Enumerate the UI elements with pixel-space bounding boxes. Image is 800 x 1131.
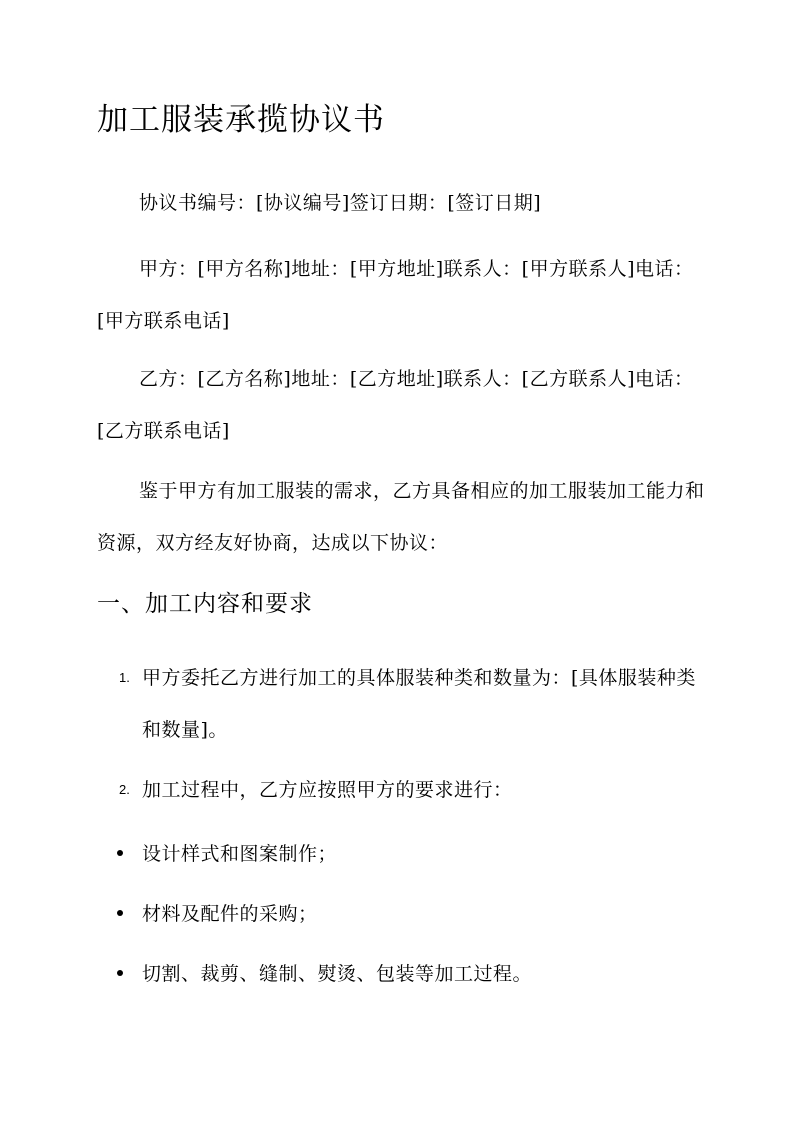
- section-heading: 一、加工内容和要求: [97, 591, 313, 617]
- list-number: 1.: [119, 670, 130, 685]
- party-a-paragraph: 甲方：[甲方名称]地址：[甲方地址]联系人：[甲方联系人]电话：[甲方联系电话]: [97, 258, 694, 332]
- list-number: 2.: [119, 782, 130, 797]
- bullet-item-text: 设计样式和图案制作；: [142, 843, 338, 865]
- bullet-list-item: [97, 888, 707, 940]
- numbered-list-item: [97, 652, 707, 756]
- preamble-paragraph: 鉴于甲方有加工服装的需求，乙方具备相应的加工服装加工能力和资源，双方经友好协商，达成以下协议：: [97, 480, 705, 554]
- bullet-item-text: 材料及配件的采购；: [142, 903, 318, 925]
- bullet-item-text: 切割、裁剪、缝制、熨烫、包装等加工过程。: [142, 963, 533, 985]
- agreement-number-paragraph: 协议书编号：[协议编号]签订日期：[签订日期]: [139, 192, 542, 214]
- bullet-icon: [117, 910, 123, 916]
- list-item-text: 加工过程中，乙方应按照甲方的要求进行：: [142, 779, 513, 801]
- bullet-list-item: [97, 948, 707, 1000]
- numbered-list-item: [97, 764, 707, 816]
- list-item-text: 甲方委托乙方进行加工的具体服装种类和数量为：[具体服装种类和数量]。: [142, 667, 696, 741]
- party-b-paragraph: 乙方：[乙方名称]地址：[乙方地址]联系人：[乙方联系人]电话：[乙方联系电话]: [97, 368, 694, 442]
- document-title: 加工服装承揽协议书: [97, 102, 385, 138]
- bullet-icon: [117, 850, 123, 856]
- bullet-list-item: [97, 828, 707, 880]
- bullet-icon: [117, 970, 123, 976]
